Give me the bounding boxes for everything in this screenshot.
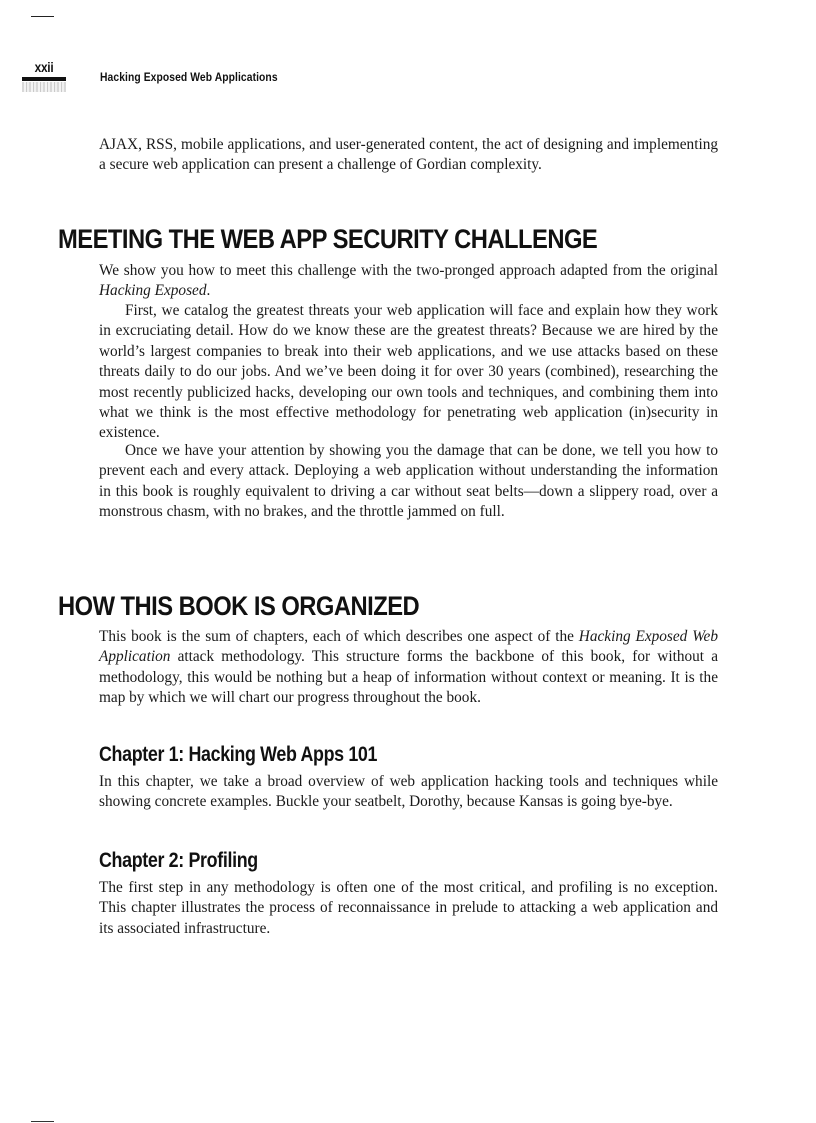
section-heading-organized: HOW THIS BOOK IS ORGANIZED	[58, 591, 420, 621]
methodology-title-italic: Hacking Exposed Web Application	[99, 628, 718, 666]
running-head: Hacking Exposed Web Applications	[100, 70, 278, 84]
meeting-paragraph-3: Once we have your attention by showing you the damage that can be done, we tell you how to prevent each and every attack. Deploying a web application without understanding the information in this book is roughly equivalent to driving a car without seat belts—down a slippery road, over a monstrous chasm, with no brakes, and the throttle jammed on full.	[99, 442, 718, 521]
organized-paragraph-1	[99, 627, 718, 709]
page-folio-block	[22, 60, 66, 92]
meeting-p1-end: .	[206, 282, 211, 300]
section-heading-meeting: MEETING THE WEB APP SECURITY CHALLENGE	[58, 224, 598, 254]
meeting-paragraph-1	[99, 261, 718, 302]
meeting-p1-text: We show you how to meet this challenge with the two-pronged approach adapted from the original	[99, 262, 718, 279]
chapter-2-description: The first step in any methodology is often one of the most critical, and profiling is no exception. This chapter illustrates the process of reconnaissance in prelude to attacking a web application and its associated infrastructure.	[99, 879, 718, 937]
book-title-italic: Hacking Exposed	[99, 282, 207, 300]
intro-paragraph: AJAX, RSS, mobile applications, and user-generated content, the act of designing and implementing a secure web application can present a challenge of Gordian complexity.	[99, 136, 718, 174]
organized-p1-text: This book is the sum of chapters, each of which describes one aspect of the	[99, 628, 579, 645]
meeting-paragraph-2: First, we catalog the greatest threats your web application will face and explain how they work in excruciating detail. How do we know these are the greatest threats? Because we are hired by the world’s largest companies to break into their web applications, and we use attacks based on these threats daily to do our jobs. And we’ve been doing it for over 30 years (combined), researching the most recently publicized hacks, developing our own tools and techniques, and combining them into what we think is the most effective methodology for penetrating web application (in)security in existence.	[99, 302, 718, 442]
folio-rule	[22, 77, 66, 81]
crop-mark-bottom	[31, 1121, 54, 1122]
chapter-2-heading: Chapter 2: Profiling	[99, 849, 258, 872]
folio-texture-decoration	[22, 82, 66, 92]
page-number: xxii	[34, 59, 54, 75]
organized-p1-end: attack methodology. This structure forms the backbone of this book, for without a methodology, this would be nothing but a heap of information without context or meaning. It is the map by which we will chart our progress throughout the book.	[99, 648, 718, 707]
chapter-1-heading: Chapter 1: Hacking Web Apps 101	[99, 743, 378, 766]
crop-mark-top	[31, 16, 54, 17]
chapter-1-description: In this chapter, we take a broad overview of web application hacking tools and techniques while showing concrete examples. Buckle your seatbelt, Dorothy, because Kansas is going bye-bye.	[99, 773, 718, 811]
